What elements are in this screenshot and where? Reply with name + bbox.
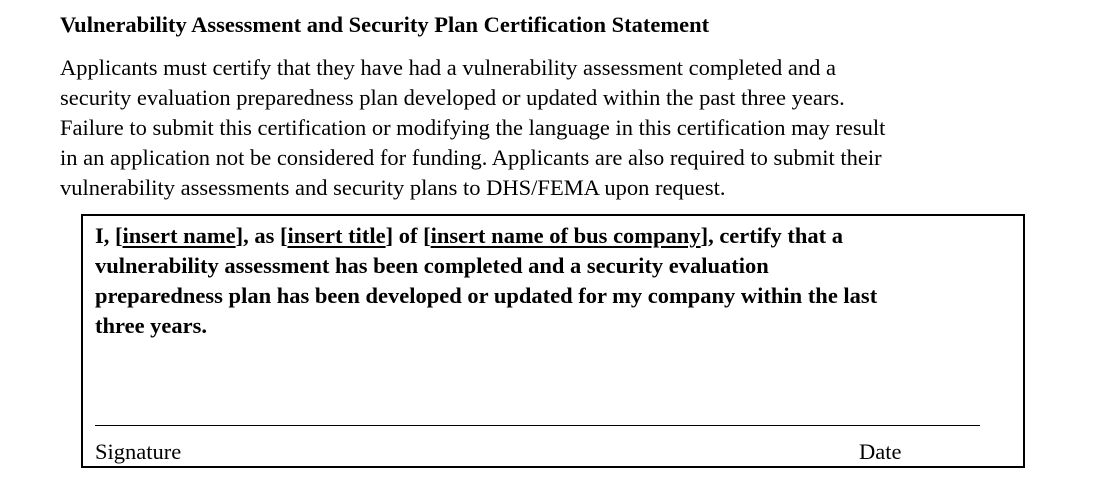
certification-line: three years. — [95, 313, 208, 338]
certification-line-1 — [95, 221, 877, 251]
signature-line[interactable] — [95, 425, 980, 426]
intro-line: in an application not be considered for funding. Applicants are also required to submit their — [60, 145, 882, 170]
intro-paragraph — [60, 53, 1060, 203]
cert-prefix: I, [ — [95, 223, 123, 248]
document-heading: Vulnerability Assessment and Security Plan Certification Statement — [60, 12, 710, 37]
certification-line: vulnerability assessment has been completed and a security evaluation — [95, 253, 769, 278]
date-label: Date — [859, 439, 902, 464]
certification-statement — [95, 221, 877, 341]
intro-line: vulnerability assessments and security plans to DHS/FEMA upon request. — [60, 175, 726, 200]
signature-label: Signature — [95, 439, 182, 464]
intro-line: Failure to submit this certification or modifying the language in this certification may result — [60, 115, 886, 140]
cert-middle-text: ] of [ — [385, 223, 431, 248]
cert-middle-text: ], as [ — [235, 223, 288, 248]
certification-box — [81, 214, 1025, 468]
intro-line: security evaluation preparedness plan developed or updated within the past three years. — [60, 85, 845, 110]
title-placeholder-field[interactable]: insert title — [287, 223, 386, 248]
intro-line: Applicants must certify that they have had a vulnerability assessment completed and a — [60, 55, 837, 80]
name-placeholder-field[interactable]: insert name — [122, 223, 236, 248]
company-placeholder-field[interactable]: insert name of bus company — [430, 223, 701, 248]
cert-suffix: ], certify that a — [700, 223, 844, 248]
certification-line: preparedness plan has been developed or updated for my company within the last — [95, 283, 878, 308]
